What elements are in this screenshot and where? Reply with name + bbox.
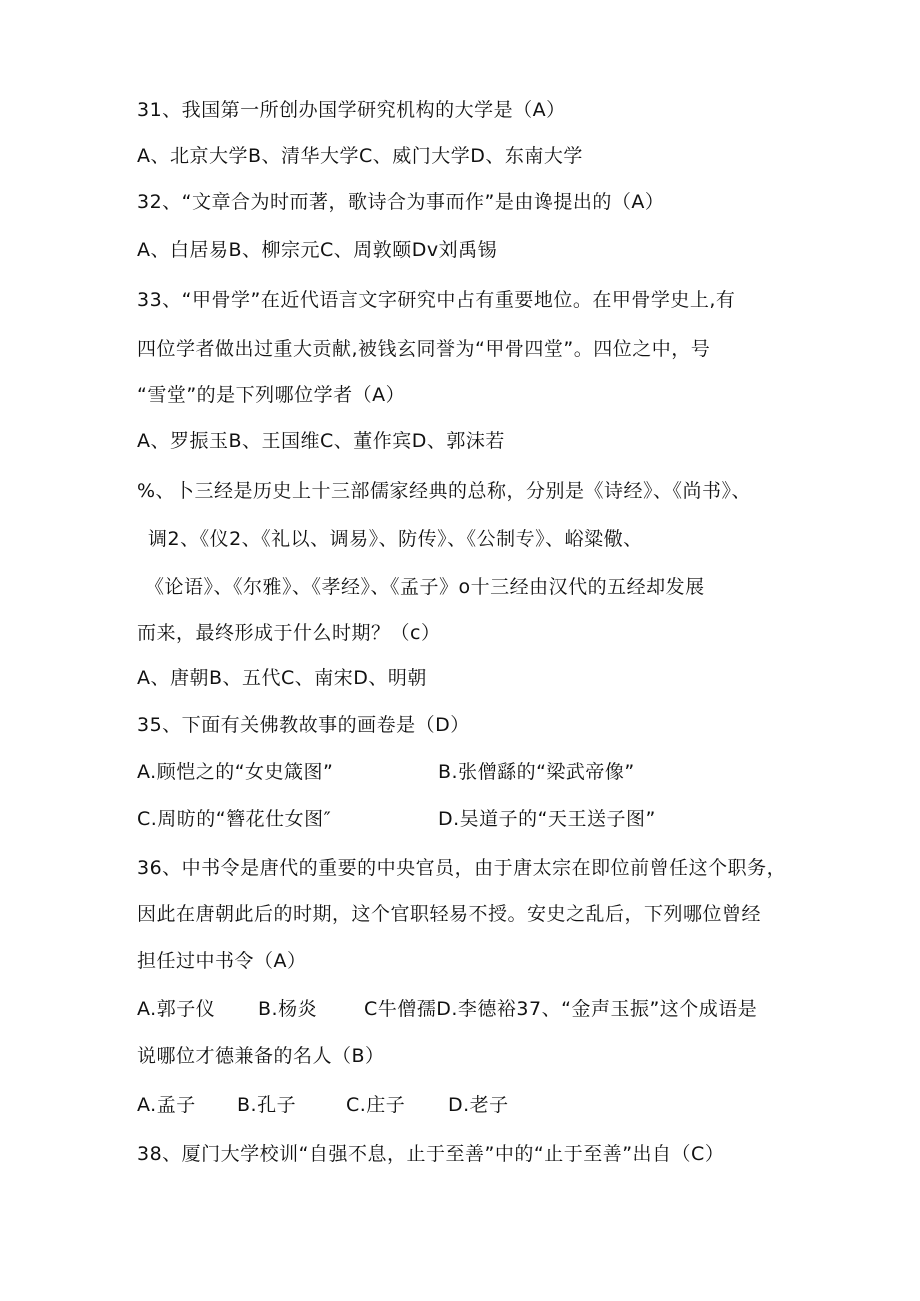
q31-options: A、北京大学B、清华大学C、威门大学D、东南大学: [137, 145, 583, 167]
q35-option-c: C.周昉的“簪花仕女图″: [137, 808, 332, 830]
q34-question-line-1: %、卜三经是历史上十三部儒家经典的总称，分别是《诗经》、《尚书》、: [137, 480, 752, 502]
q34-question-line-2: 调2、《仪2、《礼以、调易》、防传》、《公制专》、峪粱儆、: [148, 528, 643, 550]
q37-option-a: A.孟子: [137, 1094, 196, 1116]
q33-question-line-1: 33、“甲骨学”在近代语言文字研究中占有重要地位。在甲骨学史上,有: [137, 289, 736, 311]
q34-options: A、唐朝B、五代C、南宋D、明朝: [137, 667, 427, 689]
q37-option-d: D.老子: [448, 1094, 509, 1116]
q33-options: A、罗振玉B、王国维C、董作宾D、郭沫若: [137, 430, 505, 452]
q31-question: 31、我国第一所创办国学研究机构的大学是（A）: [137, 99, 566, 121]
q37-options-row: [137, 1092, 509, 1118]
q36-question-line-2: 因此在唐朝此后的时期，这个官职轻易不授。安史之乱后，下列哪位曾经: [137, 903, 762, 925]
q32-question: 32、“文章合为时而著，歌诗合为事而作”是由谗提出的（A）: [137, 191, 665, 213]
q35-question: 35、下面有关佛教故事的画卷是（D）: [137, 714, 470, 736]
q35-option-b: B.张僧繇的“梁武帝像”: [438, 761, 635, 783]
q36-question-line-3: 担任过中书令（A）: [137, 950, 307, 972]
q34-question-line-4: 而来，最终形成于什么时期？（c）: [137, 622, 441, 644]
q37-option-c: C.庄子: [346, 1094, 406, 1116]
q35-option-d: D.吴道子的“天王送子图”: [438, 808, 656, 830]
q37-question-line-2: 说哪位才德兼备的名人（B）: [137, 1045, 385, 1067]
q35-options-row-1: [137, 759, 635, 785]
q32-options: A、白居易B、柳宗元C、周敦颐Dv刘禹锡: [137, 239, 498, 261]
q38-question: 38、厦门大学校训“自强不息，止于至善”中的“止于至善”出自（C）: [137, 1143, 725, 1165]
q36-question-line-1: 36、中书令是唐代的重要的中央官员，由于唐太宗在即位前曾任这个职务，: [137, 857, 787, 879]
q36-option-b: B.杨炎: [258, 998, 318, 1020]
q34-question-line-3: 《论语》、《尔雅》、《孝经》、《孟子》o十三经由汉代的五经却发展: [145, 576, 705, 598]
q36-options-row: [137, 996, 758, 1022]
q36-option-a: A.郭子仪: [137, 998, 216, 1020]
q37-option-b: B.孔子: [237, 1094, 297, 1116]
q33-question-line-2: 四位学者做出过重大贡献,被钱玄同誉为“甲骨四堂”。四位之中，号: [137, 338, 711, 360]
q35-option-a: A.顾恺之的“女史箴图”: [137, 761, 334, 783]
q36-options-c-d-q37: C牛僧孺D.李德裕37、“金声玉振”这个成语是: [364, 998, 758, 1020]
q35-options-row-2: [137, 806, 656, 832]
q33-question-line-3: “雪堂”的是下列哪位学者（A）: [137, 384, 406, 406]
